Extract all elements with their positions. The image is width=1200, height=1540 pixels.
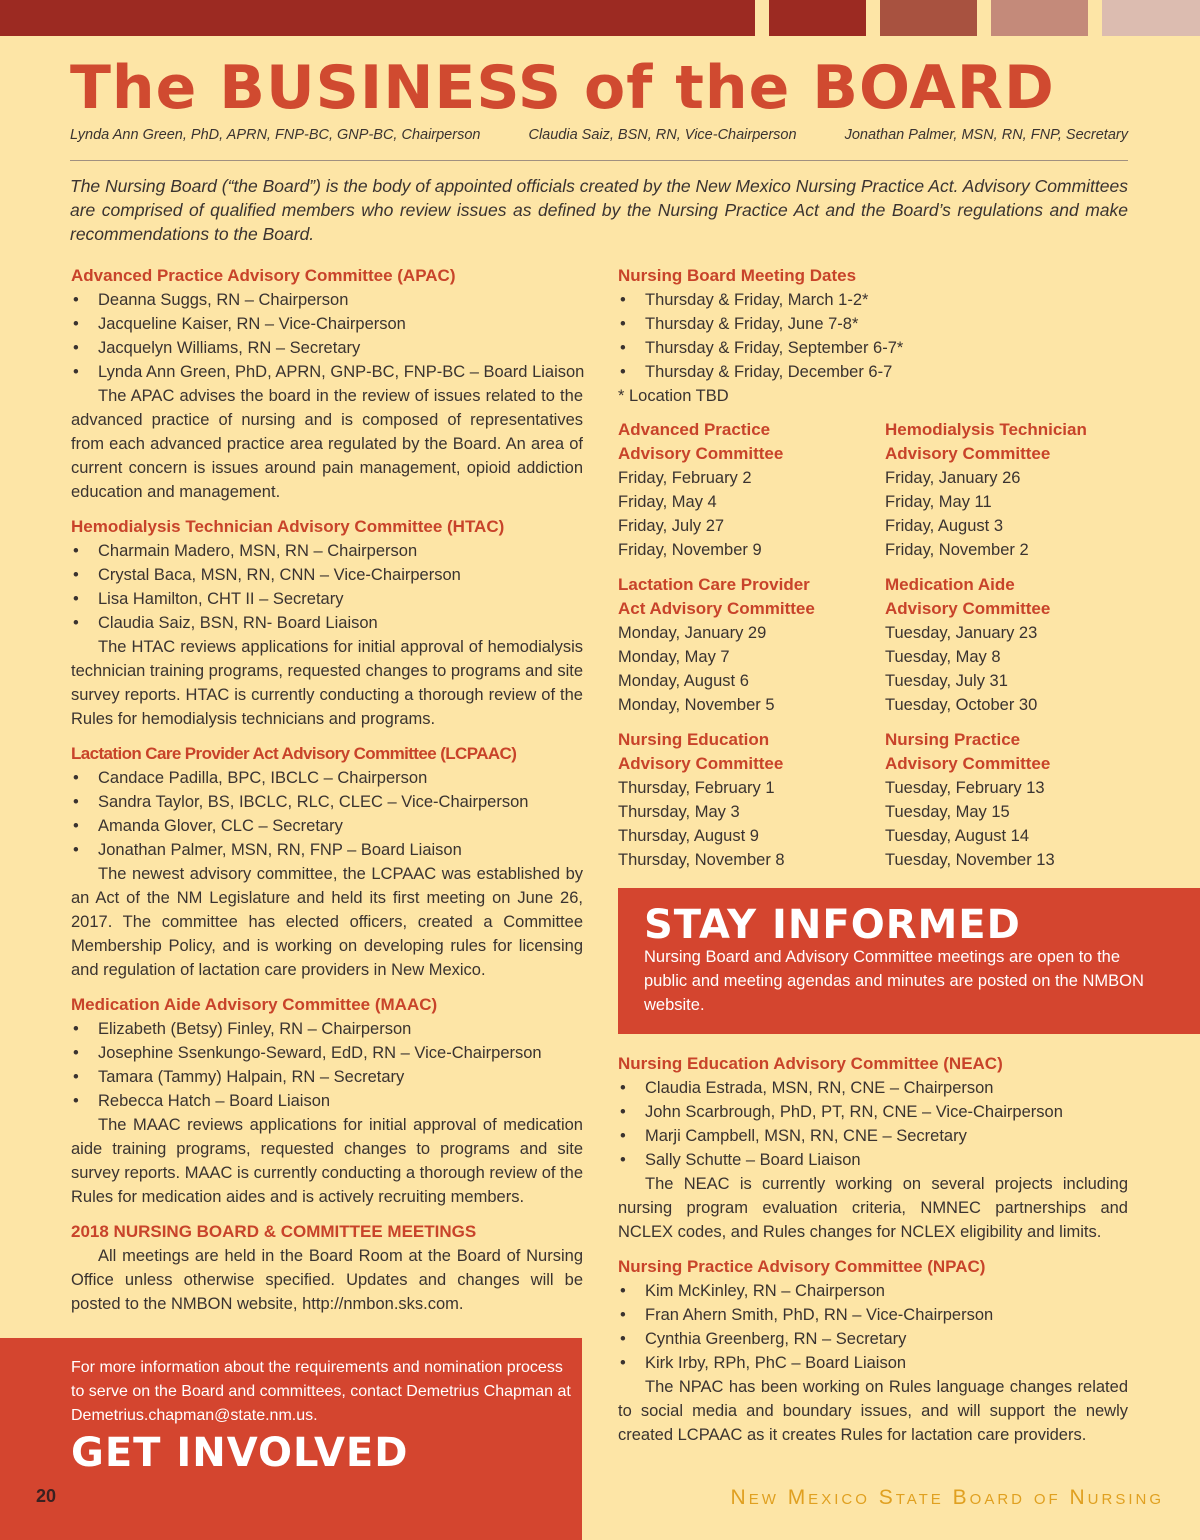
schedule-npac bbox=[885, 728, 1055, 872]
neac-heading: Nursing Education Advisory Committee (NEAC) bbox=[618, 1054, 1003, 1073]
header-bar-1 bbox=[0, 0, 755, 36]
header-bar-2 bbox=[769, 0, 866, 36]
list-item: • Marji Campbell, MSN, RN, CNE – Secretary bbox=[618, 1124, 1128, 1148]
schedule-date: Thursday, February 1 bbox=[618, 779, 775, 797]
list-item: • Kim McKinley, RN – Chairperson bbox=[618, 1279, 1128, 1303]
neac-members bbox=[618, 1076, 1128, 1172]
list-item: • Thursday & Friday, June 7-8* bbox=[618, 312, 1128, 336]
lcpaac-description: The newest advisory committee, the LCPAAC was established by an Act of the NM Legislature and held its first meeting on June 26, 2017. The committee has elected officers, created a Committee Membership Policy, and is working on developing rules for licensing and regulation of lactation care providers in New Mexico. bbox=[71, 865, 583, 979]
schedule-maac bbox=[885, 573, 1050, 717]
officer-vice-chairperson: Claudia Saiz, BSN, RN, Vice-Chairperson bbox=[528, 127, 797, 143]
officer-chairperson: Lynda Ann Green, PhD, APRN, FNP-BC, GNP-BC, Chairperson bbox=[70, 127, 481, 143]
list-item: • Crystal Baca, MSN, RN, CNN – Vice-Chairperson bbox=[71, 563, 583, 587]
meetings-heading: 2018 NURSING BOARD & COMMITTEE MEETINGS bbox=[71, 1222, 477, 1241]
schedule-date: Monday, August 6 bbox=[618, 672, 749, 690]
schedule-neac bbox=[618, 728, 785, 872]
list-item: • Elizabeth (Betsy) Finley, RN – Chairperson bbox=[71, 1017, 583, 1041]
location-note: * Location TBD bbox=[618, 387, 729, 405]
list-item: • Tamara (Tammy) Halpain, RN – Secretary bbox=[71, 1065, 583, 1089]
apac-members bbox=[71, 288, 583, 384]
maac-members bbox=[71, 1017, 583, 1113]
schedule-date: Tuesday, November 13 bbox=[885, 851, 1055, 869]
schedule-date: Friday, August 3 bbox=[885, 517, 1004, 535]
apac-description: The APAC advises the board in the review of issues related to the advanced practice of nursing and is composed of representatives from each advanced practice area regulated by the Board. An area of current concern is issues around pain management, opioid addiction education and management. bbox=[71, 387, 583, 501]
lcpaac-members bbox=[71, 766, 583, 862]
npac-heading: Nursing Practice Advisory Committee (NPAC) bbox=[618, 1257, 986, 1276]
schedule-heading: Nursing Practice bbox=[885, 730, 1021, 749]
schedule-date: Monday, November 5 bbox=[618, 696, 775, 714]
list-item: • Amanda Glover, CLC – Secretary bbox=[71, 814, 583, 838]
schedule-date: Thursday, August 9 bbox=[618, 827, 759, 845]
npac-members bbox=[618, 1279, 1128, 1375]
header-bar-4 bbox=[991, 0, 1088, 36]
officer-secretary: Jonathan Palmer, MSN, RN, FNP, Secretary bbox=[844, 127, 1128, 143]
maac-heading: Medication Aide Advisory Committee (MAAC) bbox=[71, 995, 438, 1014]
list-item: • Thursday & Friday, March 1-2* bbox=[618, 288, 1128, 312]
schedule-date: Tuesday, February 13 bbox=[885, 779, 1045, 797]
apac-heading: Advanced Practice Advisory Committee (APAC) bbox=[71, 266, 456, 285]
npac-description: The NPAC has been working on Rules language changes related to social media and boundary issues, and will support the newly created LCPAAC as it creates Rules for lactation care providers. bbox=[618, 1378, 1128, 1444]
schedule-heading: Advisory Committee bbox=[885, 599, 1051, 618]
htac-heading: Hemodialysis Technician Advisory Committee (HTAC) bbox=[71, 517, 505, 536]
schedule-date: Friday, November 2 bbox=[885, 541, 1029, 559]
htac-members bbox=[71, 539, 583, 635]
header-bar-5 bbox=[1102, 0, 1200, 36]
schedule-heading: Medication Aide bbox=[885, 575, 1015, 594]
board-dates-list bbox=[618, 288, 1128, 384]
get-involved-box bbox=[0, 1338, 582, 1540]
list-item: • Josephine Ssenkungo-Seward, EdD, RN – Vice-Chairperson bbox=[71, 1041, 583, 1065]
schedule-heading: Nursing Education bbox=[618, 730, 770, 749]
officers-line bbox=[70, 127, 1128, 143]
schedule-date: Tuesday, August 14 bbox=[885, 827, 1030, 845]
list-item: • Sally Schutte – Board Liaison bbox=[618, 1148, 1128, 1172]
right-lower-column bbox=[618, 1052, 1128, 1447]
board-dates-section bbox=[618, 264, 1128, 408]
intro-paragraph: The Nursing Board (“the Board”) is the body of appointed officials created by the New Mexico Nursing Practice Act. Advisory Committees are comprised of qualified members who review issues as defined by the Nursing Practice Act and the Board’s regulations and make recommendations to the Board. bbox=[70, 176, 1128, 244]
list-item: • Jacquelyn Williams, RN – Secretary bbox=[71, 336, 583, 360]
schedule-date: Tuesday, July 31 bbox=[885, 672, 1008, 690]
schedule-heading: Advisory Committee bbox=[885, 444, 1051, 463]
list-item: • Claudia Saiz, BSN, RN- Board Liaison bbox=[71, 611, 583, 635]
schedule-heading: Lactation Care Provider bbox=[618, 575, 810, 594]
schedule-heading: Hemodialysis Technician bbox=[885, 420, 1087, 439]
list-item: • Kirk Irby, RPh, PhC – Board Liaison bbox=[618, 1351, 1128, 1375]
list-item: • Rebecca Hatch – Board Liaison bbox=[71, 1089, 583, 1113]
schedule-htac bbox=[885, 418, 1087, 562]
get-involved-title: GET INVOLVED bbox=[71, 1430, 409, 1476]
schedule-date: Friday, November 9 bbox=[618, 541, 762, 559]
schedule-date: Tuesday, January 23 bbox=[885, 624, 1038, 642]
stay-informed-text: Nursing Board and Advisory Committee meetings are open to the public and meeting agendas and minutes are posted on the NMBON website. bbox=[644, 948, 1144, 1014]
schedule-date: Thursday, May 3 bbox=[618, 803, 740, 821]
schedule-date: Monday, January 29 bbox=[618, 624, 767, 642]
list-item: • Jonathan Palmer, MSN, RN, FNP – Board Liaison bbox=[71, 838, 583, 862]
schedule-date: Thursday, November 8 bbox=[618, 851, 785, 869]
schedule-date: Friday, January 26 bbox=[885, 469, 1021, 487]
meetings-description: All meetings are held in the Board Room at the Board of Nursing Office unless otherwise specified. Updates and changes will be posted to the NMBON website, http://nmbon.sks.com. bbox=[71, 1247, 583, 1313]
schedule-date: Friday, July 27 bbox=[618, 517, 725, 535]
schedule-heading: Advisory Committee bbox=[618, 754, 784, 773]
header-bar-3 bbox=[880, 0, 977, 36]
list-item: • Claudia Estrada, MSN, RN, CNE – Chairperson bbox=[618, 1076, 1128, 1100]
page-number: 20 bbox=[36, 1486, 57, 1506]
list-item: • Deanna Suggs, RN – Chairperson bbox=[71, 288, 583, 312]
neac-description: The NEAC is currently working on several projects including nursing program evaluation criteria, NMNEC partnerships and NCLEX codes, and Rules changes for NCLEX eligibility and limits. bbox=[618, 1175, 1128, 1241]
schedule-date: Tuesday, May 8 bbox=[885, 648, 1001, 666]
list-item: • Lisa Hamilton, CHT II – Secretary bbox=[71, 587, 583, 611]
list-item: • Fran Ahern Smith, PhD, RN – Vice-Chairperson bbox=[618, 1303, 1128, 1327]
schedule-date: Friday, May 11 bbox=[885, 493, 992, 511]
list-item: • Thursday & Friday, September 6-7* bbox=[618, 336, 1128, 360]
list-item: • Lynda Ann Green, PhD, APRN, GNP-BC, FNP-BC – Board Liaison bbox=[71, 360, 583, 384]
list-item: • Cynthia Greenberg, RN – Secretary bbox=[618, 1327, 1128, 1351]
list-item: • John Scarbrough, PhD, PT, RN, CNE – Vice-Chairperson bbox=[618, 1100, 1128, 1124]
list-item: • Sandra Taylor, BS, IBCLC, RLC, CLEC – Vice-Chairperson bbox=[71, 790, 583, 814]
schedule-heading: Advanced Practice bbox=[618, 420, 771, 439]
schedule-heading: Advisory Committee bbox=[885, 754, 1051, 773]
schedule-heading: Act Advisory Committee bbox=[618, 599, 815, 618]
list-item: • Candace Padilla, BPC, IBCLC – Chairperson bbox=[71, 766, 583, 790]
stay-informed-title: STAY INFORMED bbox=[644, 902, 1021, 948]
schedule-date: Monday, May 7 bbox=[618, 648, 730, 666]
list-item: • Thursday & Friday, December 6-7 bbox=[618, 360, 1128, 384]
divider bbox=[70, 160, 1128, 161]
schedule-date: Friday, February 2 bbox=[618, 469, 752, 487]
schedule-heading: Advisory Committee bbox=[618, 444, 784, 463]
stay-informed-box bbox=[618, 888, 1200, 1034]
list-item: • Jacqueline Kaiser, RN – Vice-Chairperson bbox=[71, 312, 583, 336]
get-involved-text: For more information about the requirements and nomination process to serve on the Board and committees, contact Demetrius Chapman at Demetrius.chapman@state.nm.us. bbox=[71, 1359, 571, 1424]
page-title: The BUSINESS of the BOARD bbox=[70, 53, 1055, 123]
htac-description: The HTAC reviews applications for initial approval of hemodialysis technician training programs, requested changes to programs and site survey reports. HTAC is currently conducting a thorough review of the Rules for hemodialysis technicians and programs. bbox=[71, 638, 583, 728]
list-item: • Charmain Madero, MSN, RN – Chairperson bbox=[71, 539, 583, 563]
left-column bbox=[71, 264, 583, 1316]
footer-publication-name: New Mexico State Board of Nursing bbox=[730, 1486, 1164, 1509]
schedule-date: Tuesday, May 15 bbox=[885, 803, 1010, 821]
maac-description: The MAAC reviews applications for initial approval of medication aide training programs, requested changes to programs and site survey reports. MAAC is currently conducting a thorough review of the Rules for medication aides and is actively recruiting members. bbox=[71, 1116, 583, 1206]
schedule-date: Tuesday, October 30 bbox=[885, 696, 1038, 714]
board-dates-heading: Nursing Board Meeting Dates bbox=[618, 266, 857, 285]
schedule-lcpaac bbox=[618, 573, 815, 717]
schedule-date: Friday, May 4 bbox=[618, 493, 717, 511]
schedule-apac bbox=[618, 418, 783, 562]
lcpaac-heading: Lactation Care Provider Act Advisory Committee (LCPAAC) bbox=[71, 744, 517, 763]
